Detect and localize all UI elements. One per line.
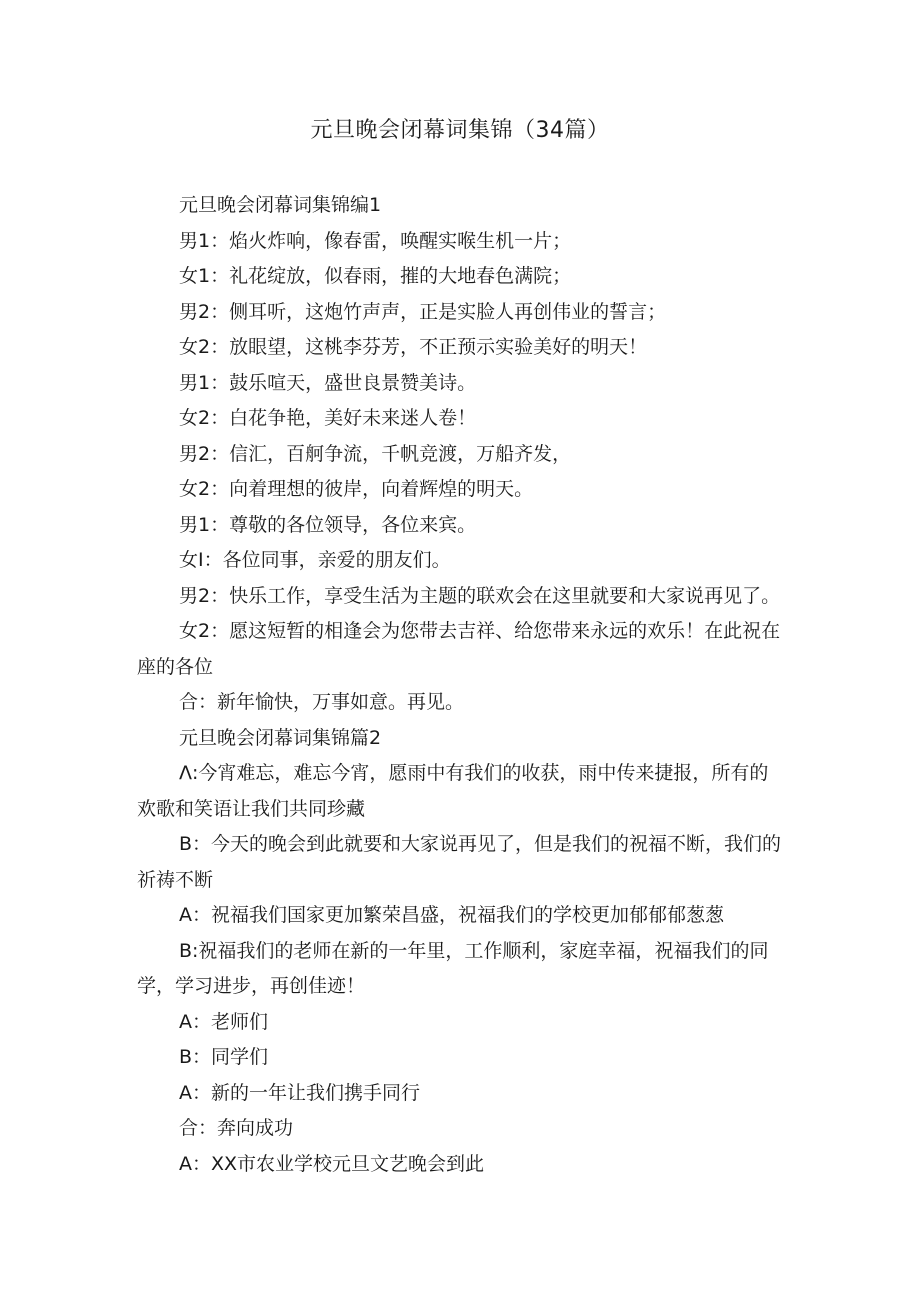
paragraph: 男1：焰火炸响，像春雷，唤醒实喉生机一片； xyxy=(179,229,572,252)
paragraph: A：老师们 xyxy=(179,1010,268,1033)
paragraph: 女2：愿这短暂的相逢会为您带去吉祥、给您带来永远的欢乐！在此祝在座的各位 xyxy=(137,620,781,678)
document-body xyxy=(137,188,782,1182)
paragraph: A：新的一年让我们携手同行 xyxy=(179,1081,420,1104)
paragraph: 男1：尊敬的各位领导，各位来宾。 xyxy=(179,513,477,536)
document-title: 元旦晚会闭幕词集锦（34篇） xyxy=(310,118,610,143)
paragraph: 女2：放眼望，这桃李芬芳，不正预示实验美好的明天！ xyxy=(179,336,648,358)
paragraph: 男2：快乐工作，享受生活为主题的联欢会在这里就要和大家说再见了。 xyxy=(179,584,781,607)
paragraph: 元旦晚会闭幕词集锦篇2 xyxy=(179,726,382,749)
paragraph: A：祝福我们国家更加繁荣昌盛，祝福我们的学校更加郁郁郁葱葱 xyxy=(179,904,724,926)
paragraph: Λ:今宵难忘，难忘今宵，愿雨中有我们的收获，雨中传来捷报，所有的欢歌和笑语让我们共同珍藏 xyxy=(137,762,769,820)
paragraph: 女2：白花争艳，美好未来迷人卷！ xyxy=(179,407,477,429)
paragraph: A：XX市农业学校元旦文艺晚会到此 xyxy=(179,1152,485,1175)
paragraph: 女1：礼花绽放，似春雨，摧的大地春色满院； xyxy=(179,265,572,287)
paragraph: 元旦晚会闭幕词集锦编1 xyxy=(179,194,382,216)
paragraph: 男2：信汇，百舸争流，千帆竞渡，万船齐发， xyxy=(179,442,572,465)
paragraph: 男1：鼓乐喧天，盛世良景赞美诗。 xyxy=(179,371,477,394)
paragraph: 男2：侧耳听，这炮竹声声，正是实脸人再创伟业的誓言； xyxy=(179,300,667,323)
paragraph: 女I：各位同事，亲爱的朋友们。 xyxy=(179,549,451,571)
paragraph: B：同学们 xyxy=(179,1046,269,1068)
paragraph: 合：奔向成功 xyxy=(179,1117,294,1139)
paragraph: B:祝福我们的老师在新的一年里，工作顺利，家庭幸福，祝福我们的同学，学习进步，再创佳迹！ xyxy=(137,939,769,997)
paragraph: B：今天的晚会到此就要和大家说再见了，但是我们的祝福不断，我们的祈祷不断 xyxy=(137,833,782,891)
paragraph: 女2：向着理想的彼岸，向着辉煌的明天。 xyxy=(179,478,534,500)
paragraph: 合：新年愉快，万事如意。再见。 xyxy=(179,691,465,713)
